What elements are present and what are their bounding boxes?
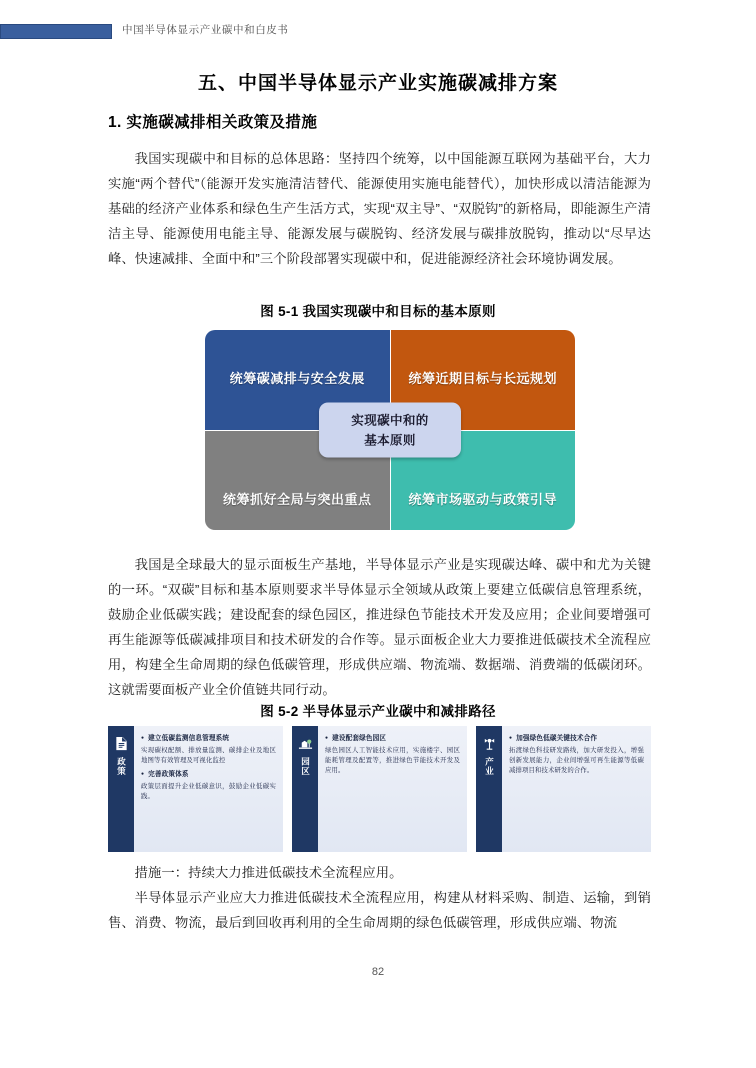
subsection-heading: 1. 实施碳减排相关政策及措施 xyxy=(108,114,318,131)
pathway-panel-industry xyxy=(476,726,651,852)
panel-industry-label: 产业 xyxy=(484,757,495,776)
paragraph-2: 我国是全球最大的显示面板生产基地，半导体显示产业是实现碳达峰、碳中和尤为关键的一环。“双碳”目标和基本原则要求半导体显示全领域从政策上要建立低碳信息管理系统，鼓励企业低碳实践；建设配套的绿色园区，推进绿色节能技术开发及应用；企业间要增强可再生能源等低碳减排项目和技术研发的合作等。显示面板企业大力要推进低碳技术全流程应用，构建全生命周期的绿色低碳管理，形成供应端、物流端、数据端、消费端的低碳闭环。这就需要面板产业全价值链共同行动。 xyxy=(108,557,651,697)
figure-2-caption: 图 5-2 半导体显示产业碳中和减排路径 xyxy=(260,704,496,719)
figure-1-quadrant-diagram xyxy=(205,330,575,530)
paragraph-1: 我国实现碳中和目标的总体思路：坚持四个统筹，以中国能源互联网为基础平台，大力实施“两个替代”（能源开发实施清洁替代、能源使用实施电能替代），加快形成以清洁能源为基础的经济产业体系和绿色生产生活方式，实现“双主导”、“双脱钩”的新格局，即能源生产清洁主导、能源使用电能主导、能源发展与碳脱钩、经济发展与碳排放脱钩，推动以“尽早达峰、快速减排、全面中和”三个阶段部署实现碳中和，促进能源经济社会环境协调发展。 xyxy=(108,151,651,266)
section-heading: 五、中国半导体显示产业实施碳减排方案 xyxy=(197,73,558,94)
panel-policy-text-1: 实现碳权配额、排放量监测、碳排企业及地区地图等有效管理及可视化监控 xyxy=(141,746,276,764)
panel-policy-sidebar xyxy=(108,726,134,852)
panel-policy-head-1: ● 建立低碳监测信息管理系统 xyxy=(141,733,276,744)
panel-policy-head-2: ● 完善政策体系 xyxy=(141,769,276,780)
pathway-panel-park xyxy=(292,726,467,852)
panel-policy-text-2: 政策层面提升企业低碳意识，鼓励企业低碳实践。 xyxy=(141,782,276,800)
quadrant-top-left-label: 统筹碳减排与安全发展 xyxy=(229,371,365,386)
panel-park-text-1: 绿色园区人工智能技术应用，实施楼宇、园区能耗管理及配置等，推进绿色节能技术开发及应用。 xyxy=(325,746,460,774)
document-icon xyxy=(113,735,129,751)
figure-1-center-box xyxy=(319,403,461,458)
panel-park-label: 园区 xyxy=(300,757,311,776)
panel-park-body xyxy=(318,726,467,852)
figure-1-caption: 图 5-1 我国实现碳中和目标的基本原则 xyxy=(260,304,496,319)
quadrant-top-right-label: 统筹近期目标与长远规划 xyxy=(408,371,557,386)
pathway-panel-policy xyxy=(108,726,283,852)
running-header xyxy=(0,22,756,46)
center-box-line-1: 实现碳中和的 xyxy=(351,413,429,427)
panel-industry-sidebar xyxy=(476,726,502,852)
paragraph-4: 半导体显示产业应大力推进低碳技术全流程应用，构建从材料采购、制造、运输，到销售、消费、物流，最后到回收再利用的全生命周期的绿色低碳管理，形成供应端、物流 xyxy=(108,890,651,930)
header-title: 中国半导体显示产业碳中和白皮书 xyxy=(122,24,289,36)
quadrant-bottom-right-label: 统筹市场驱动与政策引导 xyxy=(408,492,557,507)
page-number: 82 xyxy=(371,966,385,978)
header-accent-bar xyxy=(0,24,112,39)
quadrant-bottom-left-label: 统筹抓好全局与突出重点 xyxy=(222,492,372,507)
panel-policy-label: 政策 xyxy=(116,757,127,776)
panel-industry-text-1: 拓渡绿色科技研发路线，加大研发投入，增强创新发展能力，企业间增强可再生能源等低碳减排项目和技术研发的合作。 xyxy=(509,746,644,774)
paragraph-3: 措施一：持续大力推进低碳技术全流程应用。 xyxy=(134,865,403,880)
park-icon xyxy=(297,735,313,751)
factory-icon xyxy=(481,735,497,751)
panel-park-head-1: ● 建设配套绿色园区 xyxy=(325,733,460,744)
panel-policy-body xyxy=(134,726,283,852)
figure-2-pathway-diagram xyxy=(108,726,651,852)
panel-industry-head-1: ● 加强绿色低碳关键技术合作 xyxy=(509,733,644,744)
panel-industry-body xyxy=(502,726,651,852)
panel-park-sidebar xyxy=(292,726,318,852)
center-box-line-2: 基本原则 xyxy=(364,433,416,447)
